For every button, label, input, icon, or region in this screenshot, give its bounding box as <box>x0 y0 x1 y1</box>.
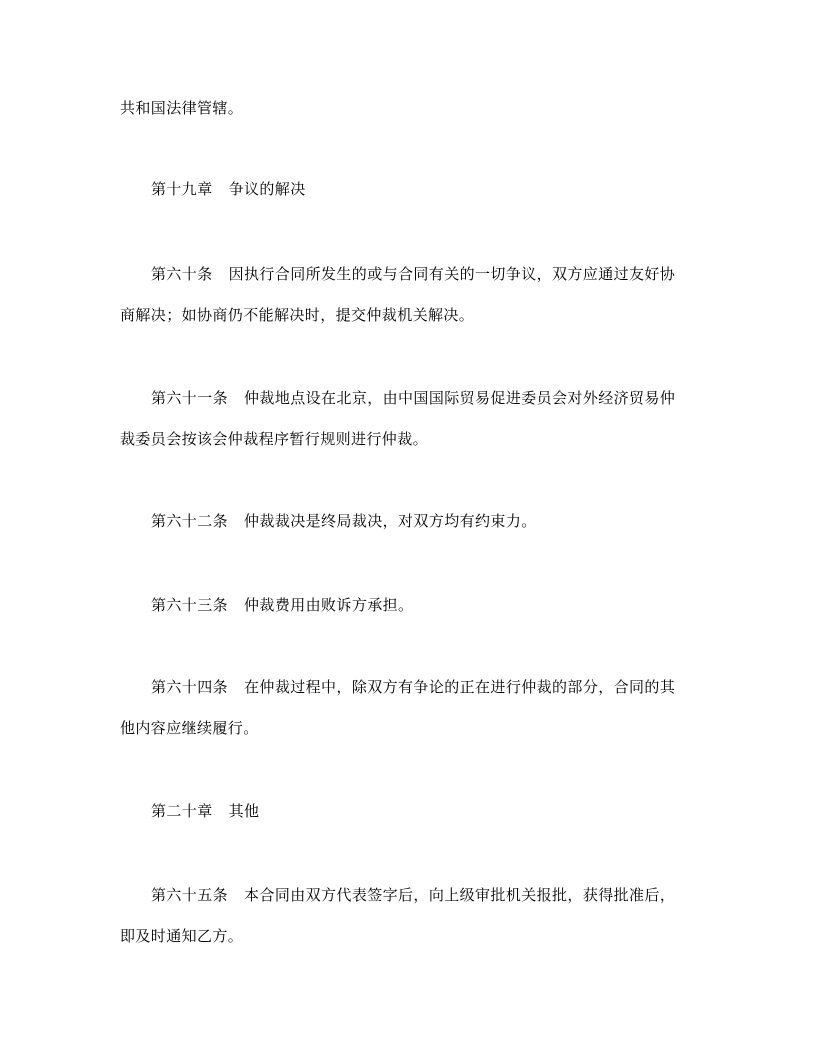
article-64-line-1 <box>151 677 675 697</box>
article-62-number: 第六十二条 <box>151 512 229 530</box>
article-61-line-1 <box>151 388 675 408</box>
article-65-line-1 <box>151 885 675 905</box>
article-60-number: 第六十条 <box>151 265 213 283</box>
continuation-text: 共和国法律管辖。 <box>120 99 244 117</box>
article-60-line-2: 商解决；如协商仍不能解决时，提交仲裁机关解决。 <box>120 306 475 324</box>
chapter-20-title: 其他 <box>228 802 260 820</box>
article-63-text: 仲裁费用由败诉方承担。 <box>244 596 414 614</box>
article-61-line-2: 裁委员会按该会仲裁程序暂行规则进行仲裁。 <box>120 430 429 448</box>
article-62-line <box>151 511 537 531</box>
article-63-line <box>151 595 413 615</box>
article-64-number: 第六十四条 <box>151 678 229 696</box>
article-61-number: 第六十一条 <box>151 389 229 407</box>
article-60-line-1 <box>151 264 675 284</box>
article-65-number: 第六十五条 <box>151 886 229 904</box>
chapter-20-heading <box>151 801 259 821</box>
chapter-19-number: 第十九章 <box>151 180 213 198</box>
chapter-20-number: 第二十章 <box>151 802 213 820</box>
article-65-text-1: 本合同由双方代表签字后，向上级审批机关报批，获得批准后， <box>244 886 676 904</box>
article-63-number: 第六十三条 <box>151 596 229 614</box>
article-61-text-1: 仲裁地点设在北京，由中国国际贸易促进委员会对外经济贸易仲 <box>244 389 676 407</box>
chapter-19-heading <box>151 179 306 199</box>
article-60-text-1: 因执行合同所发生的或与合同有关的一切争议，双方应通过友好协 <box>228 265 676 283</box>
article-64-line-2: 他内容应继续履行。 <box>120 719 259 737</box>
article-64-text-1: 在仲裁过程中，除双方有争论的正在进行仲裁的部分，合同的其 <box>244 678 676 696</box>
article-65-line-2: 即及时通知乙方。 <box>120 927 244 945</box>
article-62-text: 仲裁裁决是终局裁决，对双方均有约束力。 <box>244 512 537 530</box>
chapter-19-title: 争议的解决 <box>228 180 306 198</box>
